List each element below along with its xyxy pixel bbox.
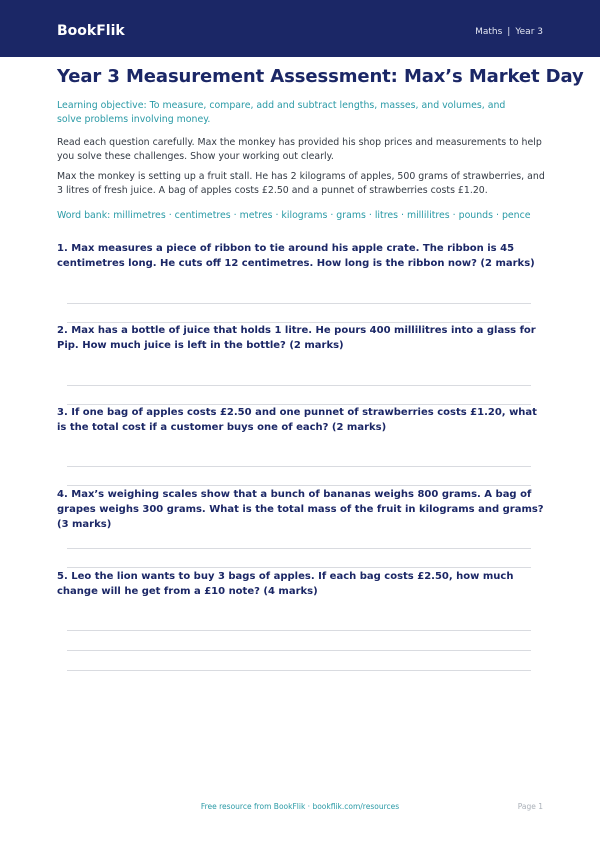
footer-link[interactable]: Free resource from BookFlik · bookflik.com/resources: [200, 802, 400, 811]
page-number: Page 1: [517, 802, 543, 811]
breadcrumb: [475, 27, 543, 37]
breadcrumb-separator: |: [507, 27, 511, 37]
answer-line[interactable]: [67, 670, 531, 671]
site-header: [0, 0, 600, 57]
page-title: Year 3 Measurement Assessment: Max’s Market Day: [57, 66, 584, 87]
answer-line[interactable]: [67, 567, 531, 568]
scenario-text: Max the monkey is setting up a fruit stall. He has 2 kilograms of apples, 500 grams of strawberries, and 3 litres of fresh juice. A bag of apples costs £2.50 and a punnet of strawberries costs £1.20.: [57, 171, 545, 196]
answer-line[interactable]: [67, 385, 531, 386]
breadcrumb-year[interactable]: Year 3: [515, 27, 543, 37]
word-bank: Word bank: millimetres · centimetres · metres · kilograms · grams · litres · millilitres · pounds · pence: [57, 210, 531, 221]
answer-line[interactable]: [67, 548, 531, 549]
brand-logo[interactable]: BookFlik: [57, 23, 125, 39]
answer-line[interactable]: [67, 630, 531, 631]
instructions: Read each question carefully. Max the monkey has provided his shop prices and measurements to help you solve these challenges. Show your working out clearly.: [57, 137, 542, 162]
breadcrumb-subject[interactable]: Maths: [475, 27, 503, 37]
answer-line[interactable]: [67, 485, 531, 486]
learning-objective: Learning objective: To measure, compare, add and subtract lengths, masses, and volumes, and solve problems involving money.: [57, 100, 506, 125]
question-2: 2. Max has a bottle of juice that holds 1 litre. He pours 400 millilitres into a glass for Pip. How much juice is left in the bottle? (2 marks): [57, 325, 536, 351]
answer-line[interactable]: [67, 303, 531, 304]
question-4: 4. Max’s weighing scales show that a bunch of bananas weighs 800 grams. A bag of grapes weighs 300 grams. What is the total mass of the fruit in kilograms and grams? (3 marks): [57, 489, 544, 530]
question-3: 3. If one bag of apples costs £2.50 and one punnet of strawberries costs £1.20, what is the total cost if a customer buys one of each? (2 marks): [57, 407, 537, 433]
question-5: 5. Leo the lion wants to buy 3 bags of apples. If each bag costs £2.50, how much change will he get from a £10 note? (4 marks): [57, 571, 514, 597]
answer-line[interactable]: [67, 650, 531, 651]
question-1: 1. Max measures a piece of ribbon to tie around his apple crate. The ribbon is 45 centimetres long. He cuts off 12 centimetres. How long is the ribbon now? (2 marks): [57, 243, 535, 269]
answer-line[interactable]: [67, 466, 531, 467]
